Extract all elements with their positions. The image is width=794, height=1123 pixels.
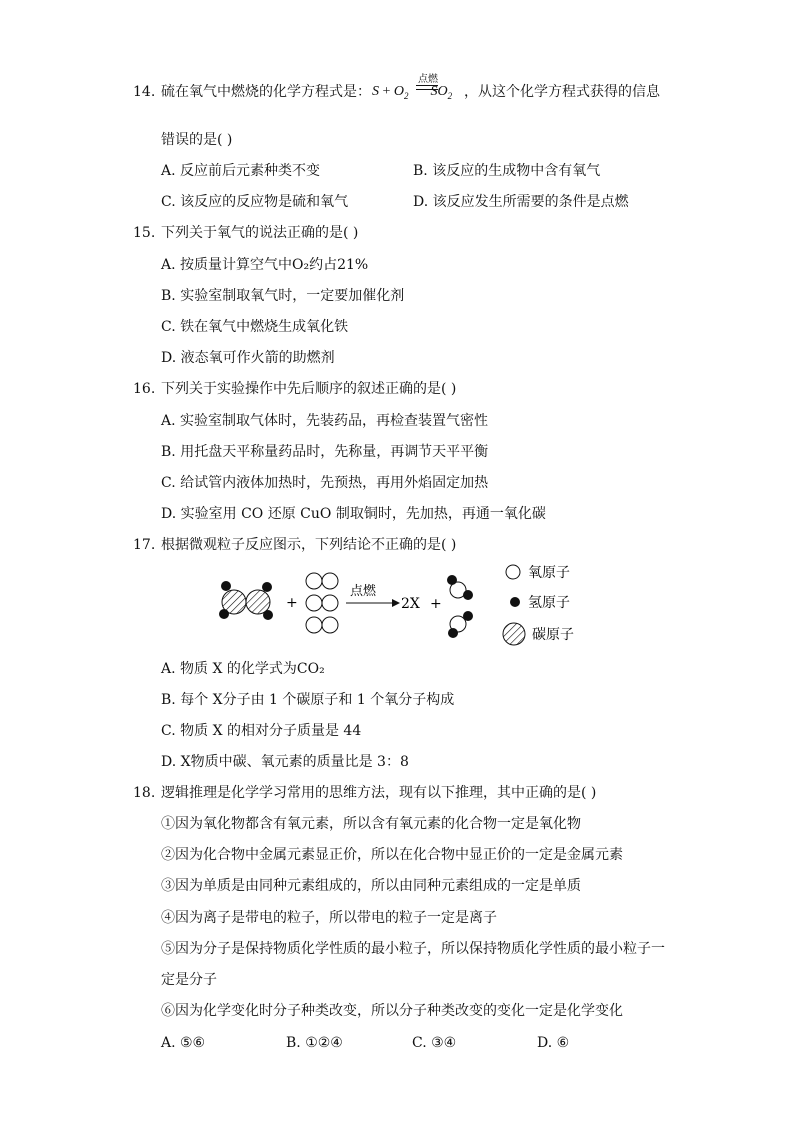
reactant-oxygen-molecules — [306, 573, 338, 633]
q14-equation-s: S — [372, 84, 379, 99]
legend-oxygen-label: 氧原子 — [528, 565, 570, 581]
legend-carbon-icon — [503, 623, 525, 645]
q18-item-2: ②因为化合物中金属元素显正价，所以在化合物中显正价的一定是金属元素 — [161, 847, 623, 863]
q17-option-c[interactable]: C. 物质 X 的相对分子质量是 44 — [161, 723, 362, 739]
q18-option-a[interactable]: A. ⑤⑥ — [161, 1035, 206, 1051]
q14-stem-line2: 错误的是( ) — [161, 132, 233, 148]
q14-equation-plus: + — [382, 84, 391, 99]
reaction-plus-2: + — [430, 596, 442, 612]
q17-option-a[interactable]: A. 物质 X 的化学式为CO₂ — [161, 661, 325, 677]
q17-option-d[interactable]: D. X物质中碳、氧元素的质量比是 3：8 — [161, 754, 409, 770]
legend-carbon-label: 碳原子 — [532, 627, 574, 643]
q16-option-b[interactable]: B. 用托盘天平称量药品时，先称量，再调节天平平衡 — [161, 444, 489, 460]
reaction-condition: 点燃 — [350, 584, 377, 599]
q15-stem: 下列关于氧气的说法正确的是( ) — [161, 225, 359, 241]
q18-item-3: ③因为单质是由同种元素组成的，所以由同种元素组成的一定是单质 — [161, 878, 581, 894]
q14-equation-o: O — [393, 84, 405, 99]
reaction-product: 2X — [401, 596, 420, 612]
q18-item-4: ④因为离子是带电的粒子，所以带电的粒子一定是离子 — [161, 910, 497, 926]
q18-option-b[interactable]: B. ①②④ — [286, 1035, 343, 1051]
q16-number: 16. — [133, 381, 156, 397]
diagram-legend — [503, 565, 574, 645]
q18-item-1: ①因为氧化物都含有氧元素，所以含有氧元素的化合物一定是氧化物 — [161, 816, 581, 832]
q18-item-6: ⑥因为化学变化时分子种类改变，所以分子种类改变的变化一定是化学变化 — [161, 1003, 623, 1019]
q14-stem-pre: 硫在氧气中燃烧的化学方程式是： — [161, 84, 371, 100]
q18-option-d[interactable]: D. ⑥ — [537, 1035, 570, 1051]
q17-option-b[interactable]: B. 每个 X分子由 1 个碳原子和 1 个氧分子构成 — [161, 692, 455, 708]
q14-equation-o-sub: 2 — [404, 90, 409, 101]
q14-stem — [161, 83, 371, 101]
q17-stem: 根据微观粒子反应图示，下列结论不正确的是( ) — [161, 537, 457, 553]
q16-stem: 下列关于实验操作中先后顺序的叙述正确的是( ) — [161, 381, 457, 397]
q15-option-a[interactable]: A. 按质量计算空气中O₂约占21% — [161, 257, 369, 273]
legend-oxygen-icon — [506, 565, 520, 579]
q14-number: 14. — [133, 84, 156, 100]
q14-option-d[interactable]: D. 该反应发生所需要的条件是点燃 — [413, 194, 629, 210]
q15-option-c[interactable]: C. 铁在氧气中燃烧生成氧化铁 — [161, 319, 349, 335]
q14-option-b[interactable]: B. 该反应的生成物中含有氧气 — [413, 163, 601, 179]
q16-option-d[interactable]: D. 实验室用 CO 还原 CuO 制取铜时，先加热，再通一氧化碳 — [161, 506, 546, 522]
q15-option-b[interactable]: B. 实验室制取氧气时，一定要加催化剂 — [161, 288, 405, 304]
q18-number: 18. — [133, 785, 156, 801]
product-water-molecules — [447, 575, 473, 638]
q15-number: 15. — [133, 225, 156, 241]
q15-option-d[interactable]: D. 液态氧可作火箭的助燃剂 — [161, 350, 335, 366]
q14-equation — [372, 70, 464, 106]
q17-number: 17. — [133, 537, 156, 553]
q18-stem: 逻辑推理是化学学习常用的思维方法，现有以下推理，其中正确的是( ) — [161, 785, 597, 801]
q14-option-c[interactable]: C. 该反应的反应物是硫和氧气 — [161, 194, 349, 210]
q14-equation-condition: 点燃 — [418, 74, 438, 85]
reactant-molecule-hydrocarbon — [219, 581, 273, 620]
q14-equation-so-sub: 2 — [447, 90, 453, 101]
q18-item-5: ⑤因为分子是保持物质化学性质的最小粒子，所以保持物质化学性质的最小粒子一 — [161, 941, 665, 957]
q14-equation-body — [372, 84, 452, 101]
q18-item-5-cont: 定是分子 — [161, 972, 217, 988]
q17-reaction-diagram — [210, 562, 610, 654]
q14-option-a[interactable]: A. 反应前后元素种类不变 — [161, 163, 321, 179]
q14-equation-so: SO — [430, 84, 448, 99]
reaction-plus-1: + — [286, 595, 298, 611]
reaction-arrow-head — [392, 599, 400, 607]
q18-option-c[interactable]: C. ③④ — [412, 1035, 457, 1051]
q14-stem-post: ，从这个化学方程式获得的信息 — [464, 84, 660, 100]
legend-hydrogen-icon — [510, 597, 520, 607]
q16-option-c[interactable]: C. 给试管内液体加热时，先预热，再用外焰固定加热 — [161, 475, 489, 491]
q16-option-a[interactable]: A. 实验室制取气体时，先装药品，再检查装置气密性 — [161, 413, 489, 429]
legend-hydrogen-label: 氢原子 — [528, 595, 570, 611]
